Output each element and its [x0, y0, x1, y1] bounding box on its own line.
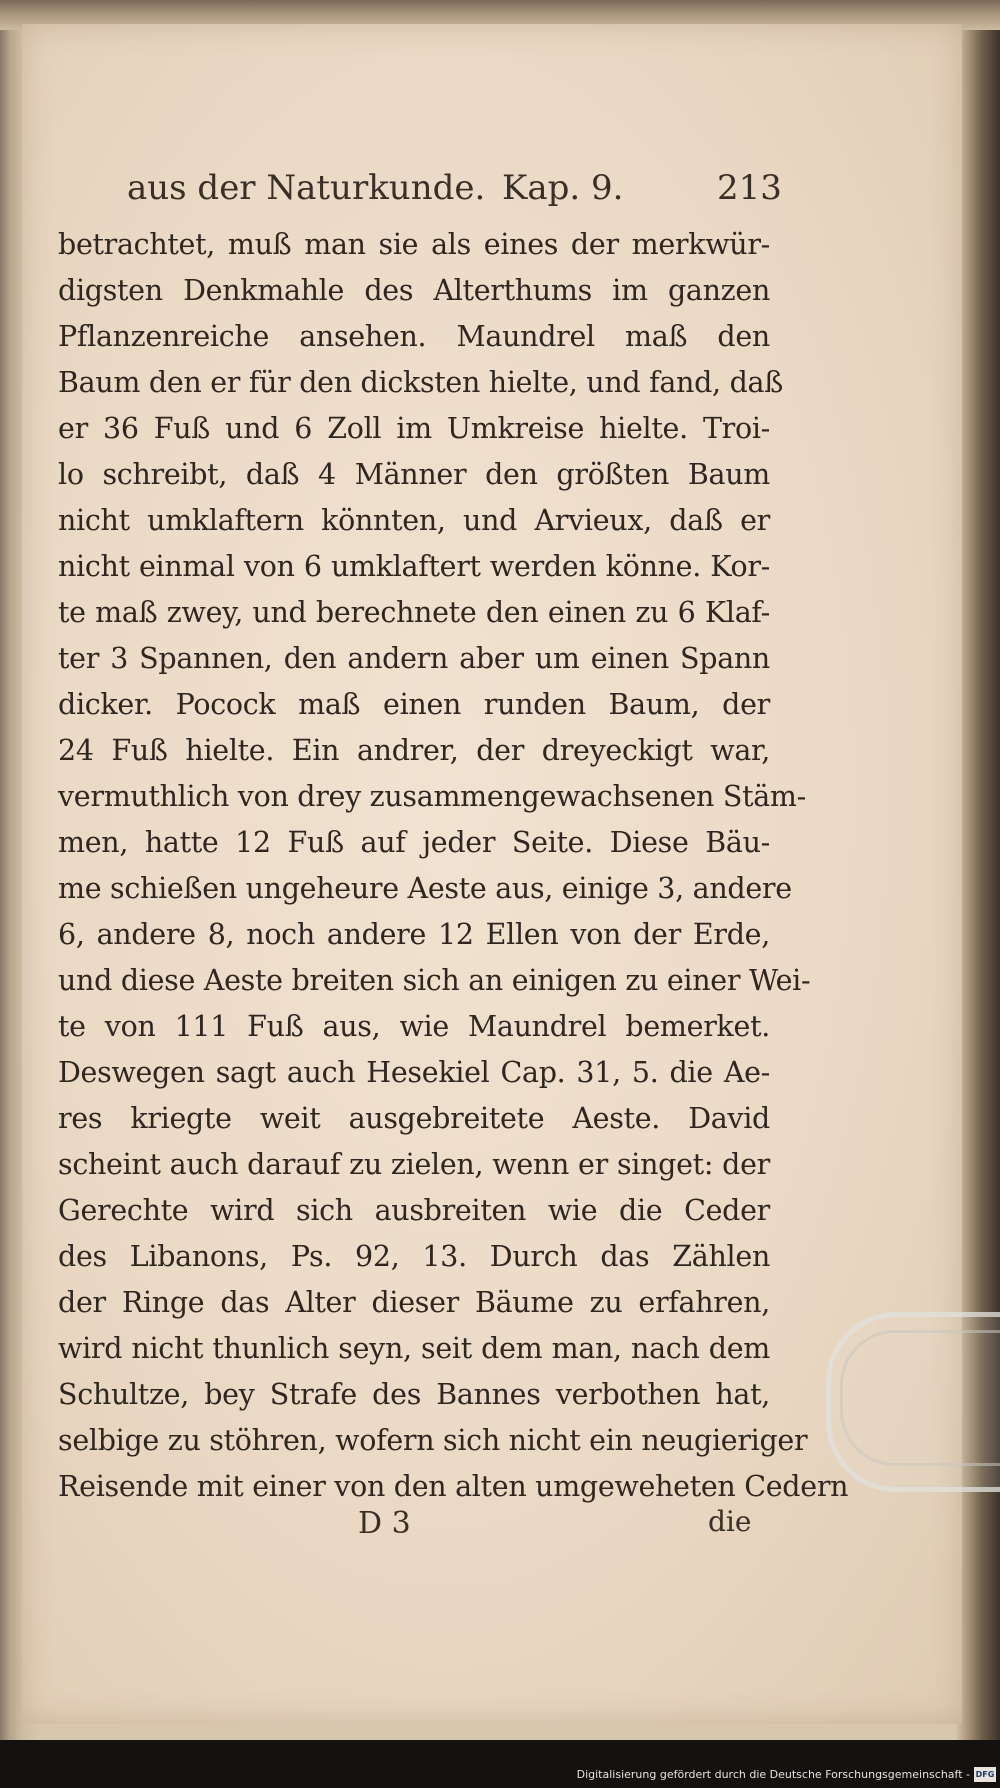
text-line: te von 111 Fuß aus, wie Maundrel bemerket. — [58, 1010, 770, 1043]
text-line: 6, andere 8, noch andere 12 Ellen von der Erde, — [58, 918, 770, 951]
text-line: wird nicht thunlich seyn, seit dem man, nach dem — [58, 1332, 770, 1365]
text-line: te maß zwey, und berechnete den einen zu 6 Klaf- — [58, 596, 770, 629]
text-line: er 36 Fuß und 6 Zoll im Umkreise hielte. Troi- — [58, 412, 770, 445]
page-number: 213 — [717, 168, 782, 208]
text-line: des Libanons, Ps. 92, 13. Durch das Zählen — [58, 1240, 770, 1273]
running-head-title: aus der Naturkunde. — [127, 168, 486, 208]
paper-clip-inner-loop — [840, 1330, 1000, 1466]
text-line: der Ringe das Alter dieser Bäume zu erfahren, — [58, 1286, 770, 1319]
text-line: me schießen ungeheure Aeste aus, einige 3, andere — [58, 872, 792, 905]
text-line: 24 Fuß hielte. Ein andrer, der dreyeckigt war, — [58, 734, 770, 767]
text-line: selbige zu stöhren, wofern sich nicht ein neugieriger — [58, 1424, 808, 1457]
dfg-logo: DFG — [974, 1767, 996, 1782]
text-line: nicht einmal von 6 umklaftert werden könne. Kor- — [58, 550, 770, 583]
text-line: betrachtet, muß man sie als eines der merkwür- — [58, 228, 770, 261]
text-line: lo schreibt, daß 4 Männer den größten Baum — [58, 458, 770, 491]
text-line: men, hatte 12 Fuß auf jeder Seite. Diese Bäu- — [58, 826, 770, 859]
digitization-credit: Digitalisierung gefördert durch die Deutsche Forschungsgemeinschaft - — [576, 1768, 970, 1781]
running-head-chapter: Kap. 9. — [502, 168, 624, 208]
running-head — [127, 164, 782, 212]
book-page — [22, 24, 962, 1724]
text-line: Gerechte wird sich ausbreiten wie die Ceder — [58, 1194, 770, 1227]
signature-mark: D 3 — [358, 1506, 411, 1541]
text-line: dicker. Pocock maß einen runden Baum, der — [58, 688, 770, 721]
text-line: vermuthlich von drey zusammengewachsenen Stäm- — [58, 780, 806, 813]
body-text — [58, 222, 849, 1510]
text-line: Reisende mit einer von den alten umgeweheten Cedern — [58, 1470, 849, 1503]
text-line: nicht umklaftern könnten, und Arvieux, daß er — [58, 504, 770, 537]
text-line: digsten Denkmahle des Alterthums im ganzen — [58, 274, 770, 307]
text-line: Pflanzenreiche ansehen. Maundrel maß den — [58, 320, 770, 353]
text-line: Deswegen sagt auch Hesekiel Cap. 31, 5. die Ae- — [58, 1056, 770, 1089]
catchword: die — [708, 1505, 752, 1538]
text-line: Baum den er für den dicksten hielte, und fand, daß — [58, 366, 783, 399]
text-line: Schultze, bey Strafe des Bannes verbothen hat, — [58, 1378, 770, 1411]
page-content — [32, 24, 952, 1724]
text-line: scheint auch darauf zu zielen, wenn er singet: der — [58, 1148, 770, 1181]
text-line: res kriegte weit ausgebreitete Aeste. David — [58, 1102, 770, 1135]
text-line: und diese Aeste breiten sich an einigen zu einer Wei- — [58, 964, 811, 997]
text-line: ter 3 Spannen, den andern aber um einen Spann — [58, 642, 770, 675]
